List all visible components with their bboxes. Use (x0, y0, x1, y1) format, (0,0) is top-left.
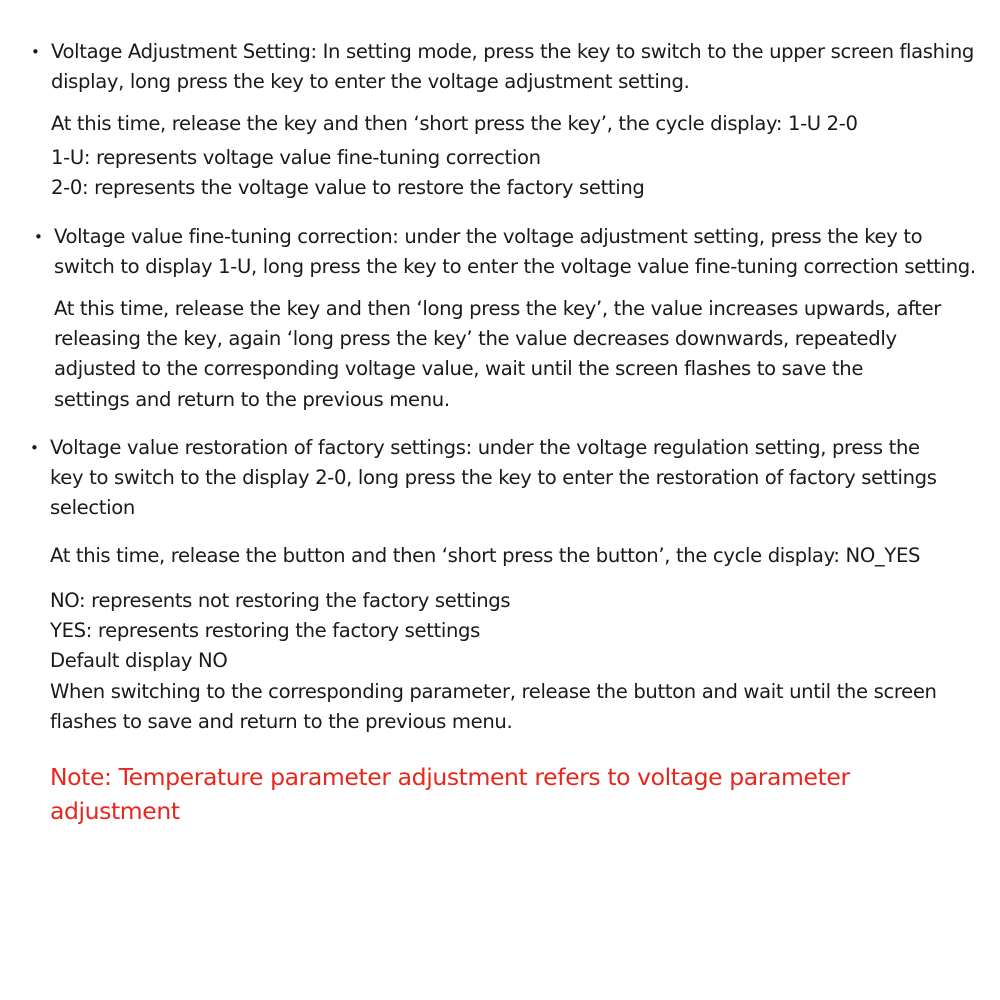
section-heading-line: Voltage Adjustment Setting: In setting mode, press the key to switch to the upper screen flashing (51, 40, 974, 63)
option-text: When switching to the corresponding parameter, release the button and wait until the screen (50, 680, 937, 703)
note-text: Note: Temperature parameter adjustment refers to voltage parameter (50, 763, 850, 791)
detail-text: settings and return to the previous menu. (54, 388, 450, 411)
detail-text: adjusted to the corresponding voltage value, wait until the screen flashes to save the (54, 357, 864, 380)
section-heading-line: Voltage value restoration of factory settings: under the voltage regulation setting, press the (50, 436, 920, 459)
section-heading-line: Voltage value fine-tuning correction: under the voltage adjustment setting, press the key to (54, 225, 923, 248)
section-heading-line: key to switch to the display 2-0, long press the key to enter the restoration of factory settings (50, 466, 937, 489)
option-text: flashes to save and return to the previous menu. (50, 710, 513, 733)
option-text: YES: represents restoring the factory settings (50, 619, 481, 642)
detail-text: At this time, release the key and then ‘long press the key’, the value increases upwards, after (54, 297, 941, 320)
bullet-marker: • (30, 439, 39, 457)
bullet-marker: • (31, 43, 40, 61)
bullet-marker: • (34, 228, 43, 246)
option-text: NO: represents not restoring the factory settings (50, 589, 511, 612)
detail-text: At this time, release the key and then ‘short press the key’, the cycle display: 1-U 2-0 (51, 112, 858, 135)
section-heading-line: selection (50, 496, 135, 519)
note-text: adjustment (50, 797, 180, 825)
section-heading-line: display, long press the key to enter the voltage adjustment setting. (51, 70, 690, 93)
option-text: 1-U: represents voltage value fine-tuning correction (51, 146, 541, 169)
option-text: Default display NO (50, 649, 228, 672)
detail-text: releasing the key, again ‘long press the key’ the value decreases downwards, repeatedly (54, 327, 897, 350)
detail-text: At this time, release the button and then ‘short press the button’, the cycle display: NO_YES (50, 544, 921, 567)
section-heading-line: switch to display 1-U, long press the key to enter the voltage value fine-tuning correction setting. (54, 255, 976, 278)
option-text: 2-0: represents the voltage value to restore the factory setting (51, 176, 645, 199)
